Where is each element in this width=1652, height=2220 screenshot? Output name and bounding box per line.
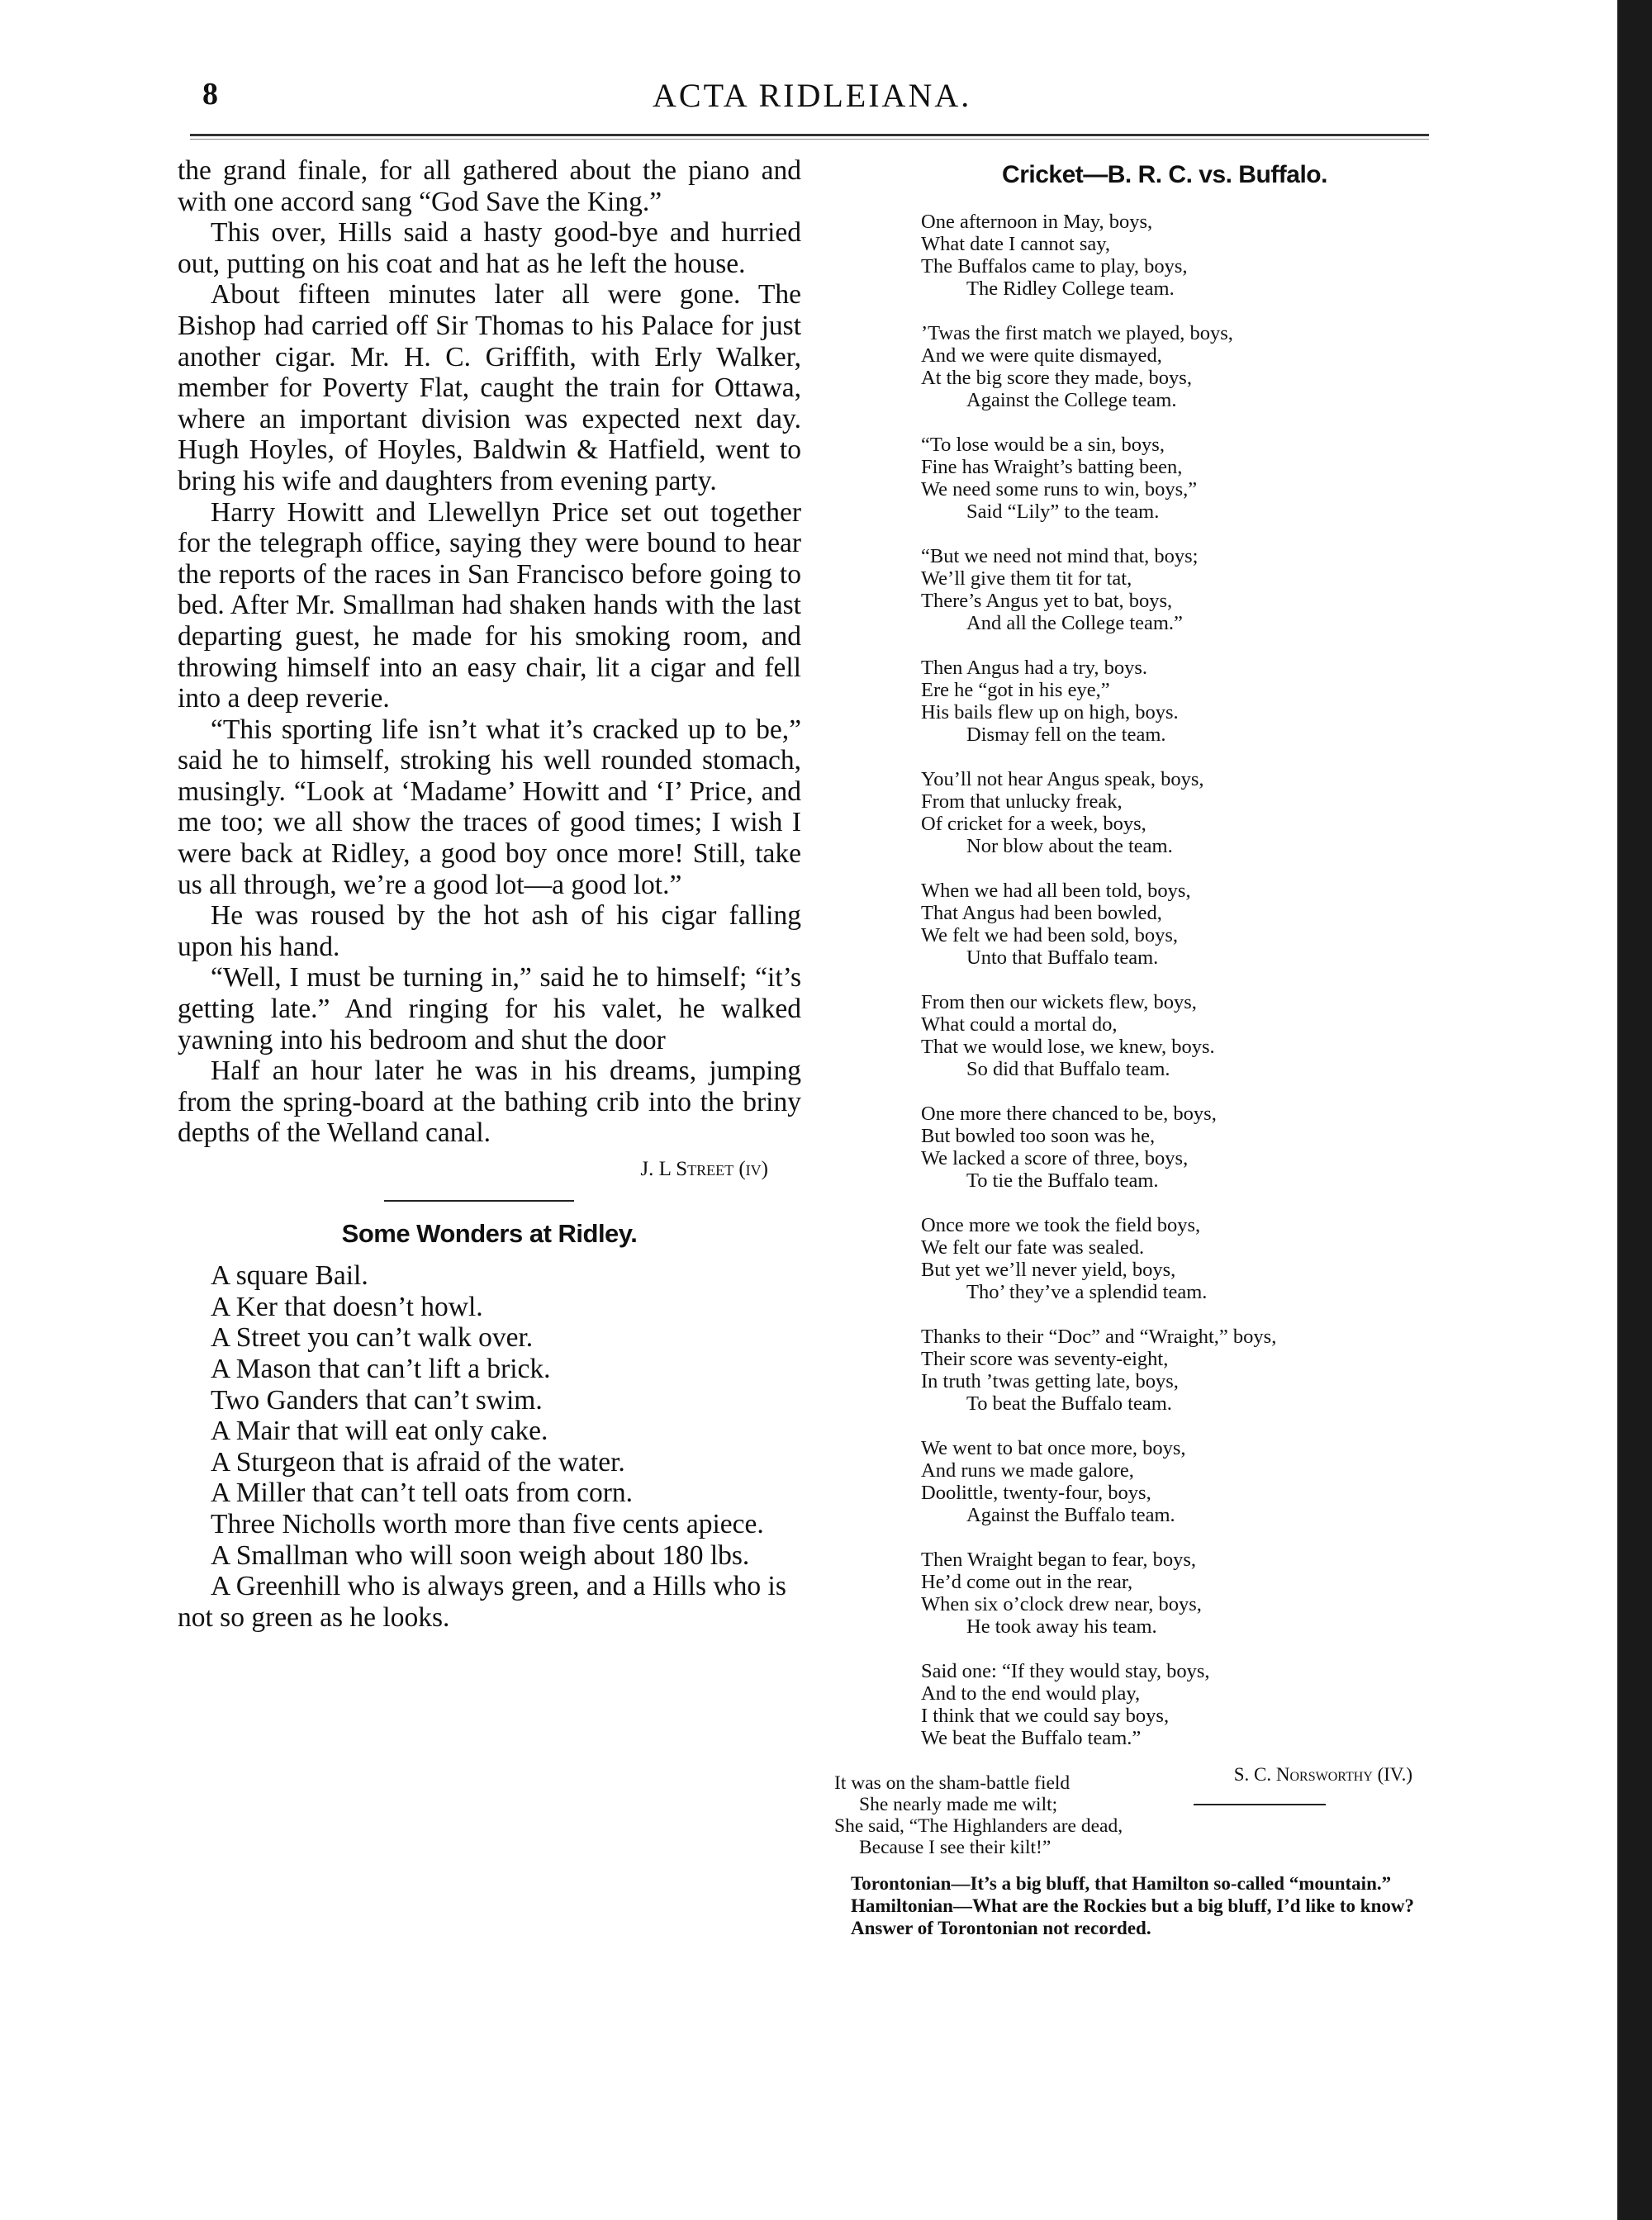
poem-line: And we were quite dismayed, <box>921 344 1162 367</box>
section-divider <box>384 1200 574 1202</box>
poem-line: “But we need not mind that, boys; <box>921 545 1199 567</box>
poem-line: But yet we’ll never yield, boys, <box>921 1259 1176 1281</box>
poem-line: And all the College team.” <box>966 612 1183 634</box>
story-paragraph: “Well, I must be turning in,” said he to himself; “it’s getting late.” And ringing for his valet, he walked yawning into his bedroom and shut the door <box>178 962 801 1055</box>
poem-line: And runs we made galore, <box>921 1459 1134 1482</box>
poem-line: Then Wraight began to fear, boys, <box>921 1549 1196 1571</box>
wonder-item: A Smallman who will soon weigh about 180 lbs. <box>211 1539 750 1571</box>
poem-line: The Buffalos came to play, boys, <box>921 255 1188 278</box>
poem-line: What could a mortal do, <box>921 1013 1118 1036</box>
poem-line: Said “Lily” to the team. <box>966 500 1160 523</box>
poem-line: From then our wickets flew, boys, <box>921 991 1197 1013</box>
poem-stanza <box>921 211 1429 300</box>
poem-line: He’d come out in the rear, <box>921 1571 1133 1593</box>
poem-line: And to the end would play, <box>921 1682 1141 1705</box>
poem-stanza <box>921 434 1429 523</box>
poem-line: He took away his team. <box>966 1615 1157 1638</box>
poem-line: From that unlucky freak, <box>921 790 1123 813</box>
poem-stanza <box>921 768 1429 857</box>
anecdote-line: Hamiltonian—What are the Rockies but a big bluff, I’d like to know? <box>851 1895 1414 1916</box>
epigram-line: She nearly made me wilt; <box>859 1794 1058 1815</box>
story-paragraph: Half an hour later he was in his dreams, jumping from the spring-board at the bathing crib into the briny depths of the Welland canal. <box>178 1055 801 1149</box>
page-edge-border <box>1617 0 1652 2220</box>
wonder-item: A Mason that can’t lift a brick. <box>211 1353 551 1384</box>
wonder-item: Three Nicholls worth more than five cents apiece. <box>211 1508 764 1539</box>
story-paragraph: “This sporting life isn’t what it’s cracked up to be,” said he to himself, stroking his well rounded stomach, musingly. “Look at ‘Madame’ Howitt and ‘I’ Price, and me too; we all show the traces of good times; I wish I were back at Ridley, a good boy once more! Still, take us all through, we’re a good lot—a good lot.” <box>178 714 801 900</box>
poem-line: His bails flew up on high, boys. <box>921 701 1179 723</box>
epigram <box>834 1772 1429 1858</box>
poem-line: That we would lose, we knew, boys. <box>921 1036 1215 1058</box>
poem-line: But bowled too soon was he, <box>921 1125 1156 1147</box>
poem-line: In truth ’twas getting late, boys, <box>921 1370 1179 1392</box>
poem-line: What date I cannot say, <box>921 233 1111 255</box>
poem-line: Then Angus had a try, boys. <box>921 657 1147 679</box>
poem-line: “To lose would be a sin, boys, <box>921 434 1165 456</box>
poem-line: Fine has Wraight’s batting been, <box>921 456 1183 478</box>
poem-stanza <box>921 1103 1429 1192</box>
poem-line: Doolittle, twenty-four, boys, <box>921 1482 1151 1504</box>
poem-line: There’s Angus yet to bat, boys, <box>921 590 1173 612</box>
story-byline: J. L Street (iv) <box>640 1158 768 1180</box>
poem-line: We felt our fate was sealed. <box>921 1236 1145 1259</box>
story-paragraph: About fifteen minutes later all were gone. The Bishop had carried off Sir Thomas to his Palace for just another cigar. Mr. H. C. Griffith, with Erly Walker, member for Poverty Flat, caught the train for Ottawa, where an important division was expected next day. Hugh Hoyles, of Hoyles, Baldwin & Hatfield, went to bring his wife and daughters from evening party. <box>178 279 801 496</box>
poem-stanza <box>921 1549 1429 1638</box>
poem-stanza <box>921 880 1429 969</box>
wonder-item: A Ker that doesn’t howl. <box>211 1291 483 1322</box>
wonders-title: Some Wonders at Ridley. <box>341 1218 638 1248</box>
header-rule-thin <box>190 139 1429 140</box>
poem-line: To tie the Buffalo team. <box>966 1169 1159 1192</box>
poem-stanza <box>921 322 1429 411</box>
poem-line: Against the Buffalo team. <box>966 1504 1175 1526</box>
left-column <box>178 155 801 1633</box>
poem-stanza <box>921 1660 1429 1749</box>
poem-stanza <box>921 545 1429 634</box>
wonder-item: A Street you can’t walk over. <box>211 1322 534 1354</box>
poem-line: One afternoon in May, boys, <box>921 211 1153 233</box>
poem-line: The Ridley College team. <box>966 278 1175 300</box>
poem-line: Dismay fell on the team. <box>966 723 1166 746</box>
poem-stanza <box>921 991 1429 1080</box>
epigram-line: It was on the sham-battle field <box>834 1772 1070 1794</box>
poem-line: That Angus had been bowled, <box>921 902 1162 924</box>
wonder-item: Two Ganders that can’t swim. <box>211 1384 543 1416</box>
poem-line: We’ll give them tit for tat, <box>921 567 1132 590</box>
poem-line: Nor blow about the team. <box>966 835 1173 857</box>
poem-line: Of cricket for a week, boys, <box>921 813 1146 835</box>
poem-line: We need some runs to win, boys,” <box>921 478 1198 500</box>
poem-line: Their score was seventy-eight, <box>921 1348 1169 1370</box>
poem-line: You’ll not hear Angus speak, boys, <box>921 768 1204 790</box>
poem-line: Unto that Buffalo team. <box>966 946 1159 969</box>
poem-line: When we had all been told, boys, <box>921 880 1191 902</box>
wonder-item: A Sturgeon that is afraid of the water. <box>211 1446 625 1478</box>
poem-line: We lacked a score of three, boys, <box>921 1147 1189 1169</box>
poem-line: We went to bat once more, boys, <box>921 1437 1186 1459</box>
epigram-line: Because I see their kilt!” <box>859 1837 1051 1858</box>
poem-line: One more there chanced to be, boys, <box>921 1103 1217 1125</box>
poem-line: ’Twas the first match we played, boys, <box>921 322 1233 344</box>
wonder-item: A Greenhill who is always green, and a Hills who is not so green as he looks. <box>178 1571 786 1633</box>
story-paragraph: Harry Howitt and Llewellyn Price set out together for the telegraph office, saying they were bound to hear the reports of the races in San Francisco before going to bed. After Mr. Smallman had shaken hands with the last departing guest, he made for his smoking room, and throwing himself into an easy chair, lit a cigar and fell into a deep reverie. <box>178 496 801 714</box>
anecdote-line: Answer of Torontonian not recorded. <box>851 1918 1151 1938</box>
poem-stanza <box>921 1214 1429 1303</box>
wonder-item: A Miller that can’t tell oats from corn. <box>211 1478 634 1509</box>
wonder-item: A square Bail. <box>211 1260 368 1292</box>
anecdote <box>834 1872 1429 1939</box>
poem-line: Thanks to their “Doc” and “Wraight,” boys, <box>921 1326 1277 1348</box>
page-number: 8 <box>202 77 218 111</box>
poem-line: Tho’ they’ve a splendid team. <box>966 1281 1208 1303</box>
poem-line: Said one: “If they would stay, boys, <box>921 1660 1210 1682</box>
poem-line: Against the College team. <box>966 389 1177 411</box>
story-paragraph: the grand finale, for all gathered about the piano and with one accord sang “God Save the King.” <box>178 155 801 217</box>
running-head: ACTA RIDLEIANA. <box>653 77 972 114</box>
poem-title: Cricket—B. R. C. vs. Buffalo. <box>1002 161 1327 188</box>
poem-line: We beat the Buffalo team.” <box>921 1727 1142 1749</box>
right-column <box>900 161 1429 1805</box>
poem-line: Ere he “got in his eye,” <box>921 679 1110 701</box>
poem-line: To beat the Buffalo team. <box>966 1392 1172 1415</box>
poem-line: When six o’clock drew near, boys, <box>921 1593 1202 1615</box>
poem-byline: S. C. Norsworthy (IV.) <box>1233 1764 1412 1785</box>
story-paragraph: He was roused by the hot ash of his cigar falling upon his hand. <box>178 900 801 962</box>
poem-line: I think that we could say boys, <box>921 1705 1170 1727</box>
poem-line: Once more we took the field boys, <box>921 1214 1201 1236</box>
poem-line: So did that Buffalo team. <box>966 1058 1170 1080</box>
anecdote-line: Torontonian—It’s a big bluff, that Hamilton so-called “mountain.” <box>851 1873 1392 1894</box>
epigram-line: She said, “The Highlanders are dead, <box>834 1815 1123 1837</box>
poem-line: We felt we had been sold, boys, <box>921 924 1178 946</box>
story-paragraph: This over, Hills said a hasty good-bye and hurried out, putting on his coat and hat as he left the house. <box>178 217 801 279</box>
poem-stanza <box>921 1437 1429 1526</box>
wonder-item: A Mair that will eat only cake. <box>211 1416 548 1447</box>
poem-stanza <box>921 657 1429 746</box>
poem-line: At the big score they made, boys, <box>921 367 1192 389</box>
poem-stanza <box>921 1326 1429 1415</box>
header-rule <box>190 134 1429 136</box>
